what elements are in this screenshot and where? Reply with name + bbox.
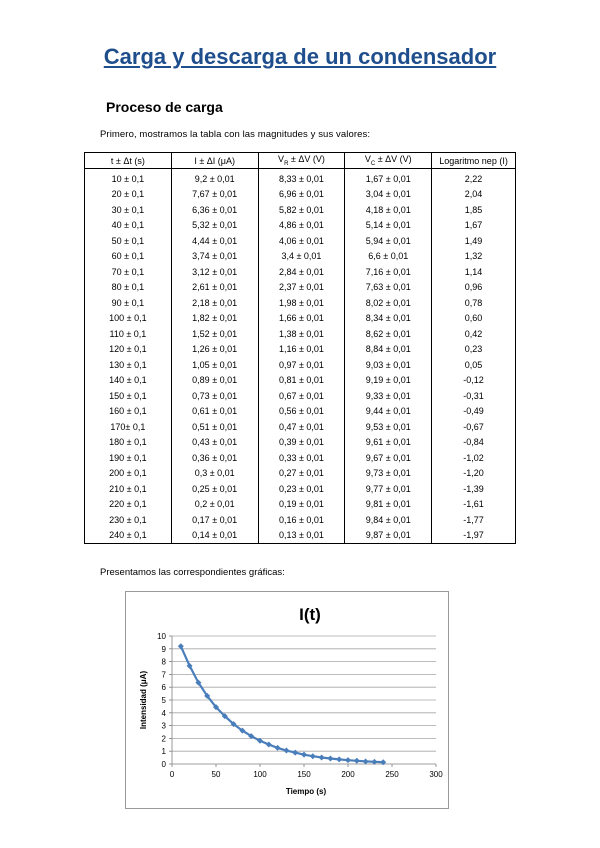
intro-text: Primero, mostramos la tabla con las magnitudes y sus valores: bbox=[100, 129, 371, 140]
cell-vr: 0,16 ± 0,01 bbox=[258, 512, 345, 528]
header-current: I ± ΔI (μA) bbox=[171, 153, 258, 169]
cell-vc: 7,63 ± 0,01 bbox=[345, 280, 432, 296]
data-point bbox=[345, 757, 351, 763]
cell-log: 2,22 bbox=[432, 169, 516, 187]
cell-current: 2,61 ± 0,01 bbox=[171, 280, 258, 296]
header-log: Logaritmo nep (I) bbox=[432, 153, 516, 169]
cell-log: -1,39 bbox=[432, 481, 516, 497]
cell-vr: 1,66 ± 0,01 bbox=[258, 311, 345, 327]
table-row bbox=[85, 280, 516, 296]
table-row bbox=[85, 264, 516, 280]
cell-vc: 6,6 ± 0,01 bbox=[345, 249, 432, 265]
cell-vc: 9,81 ± 0,01 bbox=[345, 497, 432, 513]
cell-time: 30 ± 0,1 bbox=[85, 202, 172, 218]
cell-time: 50 ± 0,1 bbox=[85, 233, 172, 249]
x-tick-label: 200 bbox=[341, 770, 355, 779]
data-point bbox=[319, 754, 325, 760]
cell-vr: 1,38 ± 0,01 bbox=[258, 326, 345, 342]
cell-log: -1,61 bbox=[432, 497, 516, 513]
data-point bbox=[292, 750, 298, 756]
cell-log: -0,31 bbox=[432, 388, 516, 404]
x-tick-label: 100 bbox=[253, 770, 267, 779]
cell-current: 0,17 ± 0,01 bbox=[171, 512, 258, 528]
cell-vr: 0,97 ± 0,01 bbox=[258, 357, 345, 373]
cell-time: 40 ± 0,1 bbox=[85, 218, 172, 234]
cell-time: 10 ± 0,1 bbox=[85, 169, 172, 187]
cell-log: -0,49 bbox=[432, 404, 516, 420]
cell-time: 100 ± 0,1 bbox=[85, 311, 172, 327]
cell-time: 70 ± 0,1 bbox=[85, 264, 172, 280]
cell-current: 0,2 ± 0,01 bbox=[171, 497, 258, 513]
cell-vr: 0,23 ± 0,01 bbox=[258, 481, 345, 497]
cell-vc: 5,94 ± 0,01 bbox=[345, 233, 432, 249]
header-time: t ± Δt (s) bbox=[85, 153, 172, 169]
chart-title: I(t) bbox=[299, 605, 321, 624]
table-row bbox=[85, 169, 516, 187]
cell-current: 0,25 ± 0,01 bbox=[171, 481, 258, 497]
cell-current: 4,44 ± 0,01 bbox=[171, 233, 258, 249]
cell-vc: 9,53 ± 0,01 bbox=[345, 419, 432, 435]
cell-vr: 6,96 ± 0,01 bbox=[258, 187, 345, 203]
cell-time: 80 ± 0,1 bbox=[85, 280, 172, 296]
cell-current: 3,74 ± 0,01 bbox=[171, 249, 258, 265]
cell-vr: 4,86 ± 0,01 bbox=[258, 218, 345, 234]
cell-time: 150 ± 0,1 bbox=[85, 388, 172, 404]
cell-vc: 9,03 ± 0,01 bbox=[345, 357, 432, 373]
y-tick-label: 7 bbox=[161, 670, 166, 680]
cell-vr: 1,16 ± 0,01 bbox=[258, 342, 345, 358]
header-vc: $V_C \pm \Delta V$ (V) bbox=[345, 153, 432, 169]
data-point bbox=[327, 755, 333, 761]
table-row bbox=[85, 388, 516, 404]
cell-time: 170± 0,1 bbox=[85, 419, 172, 435]
y-tick-label: 9 bbox=[161, 644, 166, 654]
cell-vc: 9,33 ± 0,01 bbox=[345, 388, 432, 404]
cell-vr: 0,67 ± 0,01 bbox=[258, 388, 345, 404]
cell-current: 0,36 ± 0,01 bbox=[171, 450, 258, 466]
y-tick-label: 6 bbox=[161, 683, 166, 693]
cell-time: 20 ± 0,1 bbox=[85, 187, 172, 203]
table-row bbox=[85, 404, 516, 420]
x-tick-label: 300 bbox=[429, 770, 443, 779]
data-point bbox=[336, 756, 342, 762]
cell-log: -1,77 bbox=[432, 512, 516, 528]
series-line bbox=[181, 646, 383, 762]
cell-log: 1,85 bbox=[432, 202, 516, 218]
header-vr: $V_R \pm \Delta V$ (V) bbox=[258, 153, 345, 169]
y-tick-label: 1 bbox=[161, 747, 166, 757]
table-row bbox=[85, 342, 516, 358]
data-point bbox=[275, 745, 281, 751]
y-axis-label: Intensidad (μA) bbox=[139, 670, 148, 730]
graphs-intro-text: Presentamos las correspondientes gráficas: bbox=[100, 567, 285, 578]
cell-time: 210 ± 0,1 bbox=[85, 481, 172, 497]
table-row bbox=[85, 249, 516, 265]
cell-vc: 9,61 ± 0,01 bbox=[345, 435, 432, 451]
cell-log: 0,42 bbox=[432, 326, 516, 342]
cell-vc: 9,77 ± 0,01 bbox=[345, 481, 432, 497]
cell-vr: 2,84 ± 0,01 bbox=[258, 264, 345, 280]
data-point bbox=[354, 758, 360, 764]
table-row bbox=[85, 218, 516, 234]
cell-vr: 0,27 ± 0,01 bbox=[258, 466, 345, 482]
cell-log: -1,97 bbox=[432, 528, 516, 544]
cell-vc: 1,67 ± 0,01 bbox=[345, 169, 432, 187]
cell-log: 1,14 bbox=[432, 264, 516, 280]
cell-current: 0,61 ± 0,01 bbox=[171, 404, 258, 420]
cell-time: 140 ± 0,1 bbox=[85, 373, 172, 389]
y-tick-label: 3 bbox=[161, 721, 166, 731]
cell-vr: 0,13 ± 0,01 bbox=[258, 528, 345, 544]
cell-current: 3,12 ± 0,01 bbox=[171, 264, 258, 280]
y-tick-label: 8 bbox=[161, 657, 166, 667]
table-row bbox=[85, 187, 516, 203]
cell-vc: 5,14 ± 0,01 bbox=[345, 218, 432, 234]
cell-log: -0,84 bbox=[432, 435, 516, 451]
cell-log: 1,49 bbox=[432, 233, 516, 249]
y-tick-label: 5 bbox=[161, 696, 166, 705]
y-tick-label: 10 bbox=[157, 632, 166, 641]
table-row bbox=[85, 326, 516, 342]
chart-container bbox=[125, 591, 449, 809]
cell-current: 1,26 ± 0,01 bbox=[171, 342, 258, 358]
cell-current: 2,18 ± 0,01 bbox=[171, 295, 258, 311]
section-heading: Proceso de carga bbox=[106, 99, 223, 115]
table-row bbox=[85, 373, 516, 389]
data-point bbox=[301, 752, 307, 758]
cell-vc: 7,16 ± 0,01 bbox=[345, 264, 432, 280]
table-header-row bbox=[85, 153, 516, 169]
cell-current: 1,82 ± 0,01 bbox=[171, 311, 258, 327]
cell-current: 5,32 ± 0,01 bbox=[171, 218, 258, 234]
cell-current: 0,89 ± 0,01 bbox=[171, 373, 258, 389]
cell-vc: 8,62 ± 0,01 bbox=[345, 326, 432, 342]
page-title: Carga y descarga de un condensador bbox=[103, 44, 497, 69]
data-point bbox=[363, 758, 369, 764]
cell-log: -1,02 bbox=[432, 450, 516, 466]
cell-time: 110 ± 0,1 bbox=[85, 326, 172, 342]
cell-vc: 8,02 ± 0,01 bbox=[345, 295, 432, 311]
cell-time: 60 ± 0,1 bbox=[85, 249, 172, 265]
cell-vc: 9,67 ± 0,01 bbox=[345, 450, 432, 466]
cell-time: 230 ± 0,1 bbox=[85, 512, 172, 528]
cell-vr: 8,33 ± 0,01 bbox=[258, 169, 345, 187]
table-row bbox=[85, 295, 516, 311]
cell-current: 9,2 ± 0,01 bbox=[171, 169, 258, 187]
cell-current: 0,3 ± 0,01 bbox=[171, 466, 258, 482]
cell-vc: 8,34 ± 0,01 bbox=[345, 311, 432, 327]
x-tick-label: 250 bbox=[385, 770, 399, 779]
cell-current: 6,36 ± 0,01 bbox=[171, 202, 258, 218]
cell-vr: 2,37 ± 0,01 bbox=[258, 280, 345, 296]
cell-log: 1,67 bbox=[432, 218, 516, 234]
cell-log: -0,67 bbox=[432, 419, 516, 435]
cell-log: 0,05 bbox=[432, 357, 516, 373]
cell-vr: 0,47 ± 0,01 bbox=[258, 419, 345, 435]
data-point bbox=[283, 748, 289, 754]
cell-time: 130 ± 0,1 bbox=[85, 357, 172, 373]
cell-time: 200 ± 0,1 bbox=[85, 466, 172, 482]
y-tick-label: 4 bbox=[161, 708, 166, 718]
table-row bbox=[85, 481, 516, 497]
x-tick-label: 0 bbox=[169, 770, 175, 779]
cell-time: 190 ± 0,1 bbox=[85, 450, 172, 466]
table-row bbox=[85, 450, 516, 466]
cell-vr: 0,39 ± 0,01 bbox=[258, 435, 345, 451]
cell-current: 0,43 ± 0,01 bbox=[171, 435, 258, 451]
cell-time: 220 ± 0,1 bbox=[85, 497, 172, 513]
cell-vc: 4,18 ± 0,01 bbox=[345, 202, 432, 218]
y-tick-label: 0 bbox=[161, 760, 166, 769]
table-row bbox=[85, 202, 516, 218]
table-row bbox=[85, 435, 516, 451]
cell-vr: 3,4 ± 0,01 bbox=[258, 249, 345, 265]
cell-log: 0,96 bbox=[432, 280, 516, 296]
cell-vr: 0,56 ± 0,01 bbox=[258, 404, 345, 420]
table-row bbox=[85, 357, 516, 373]
cell-log: 1,32 bbox=[432, 249, 516, 265]
cell-time: 240 ± 0,1 bbox=[85, 528, 172, 544]
cell-time: 180 ± 0,1 bbox=[85, 435, 172, 451]
data-table bbox=[84, 152, 516, 544]
table-row bbox=[85, 419, 516, 435]
table-row bbox=[85, 466, 516, 482]
cell-current: 1,05 ± 0,01 bbox=[171, 357, 258, 373]
cell-current: 0,73 ± 0,01 bbox=[171, 388, 258, 404]
cell-log: 0,23 bbox=[432, 342, 516, 358]
table-row bbox=[85, 512, 516, 528]
cell-vc: 9,87 ± 0,01 bbox=[345, 528, 432, 544]
cell-vc: 9,84 ± 0,01 bbox=[345, 512, 432, 528]
data-point bbox=[310, 753, 316, 759]
cell-vr: 1,98 ± 0,01 bbox=[258, 295, 345, 311]
cell-time: 90 ± 0,1 bbox=[85, 295, 172, 311]
cell-vr: 0,33 ± 0,01 bbox=[258, 450, 345, 466]
cell-vc: 9,19 ± 0,01 bbox=[345, 373, 432, 389]
cell-vc: 8,84 ± 0,01 bbox=[345, 342, 432, 358]
cell-current: 0,51 ± 0,01 bbox=[171, 419, 258, 435]
cell-vr: 0,19 ± 0,01 bbox=[258, 497, 345, 513]
cell-log: 0,60 bbox=[432, 311, 516, 327]
table-row bbox=[85, 311, 516, 327]
cell-current: 0,14 ± 0,01 bbox=[171, 528, 258, 544]
x-tick-label: 150 bbox=[297, 770, 311, 779]
cell-vc: 3,04 ± 0,01 bbox=[345, 187, 432, 203]
cell-log: 0,78 bbox=[432, 295, 516, 311]
cell-current: 1,52 ± 0,01 bbox=[171, 326, 258, 342]
table-row bbox=[85, 528, 516, 544]
table-row bbox=[85, 233, 516, 249]
table-row bbox=[85, 497, 516, 513]
cell-log: 2,04 bbox=[432, 187, 516, 203]
x-tick-label: 50 bbox=[211, 770, 221, 779]
cell-log: -1,20 bbox=[432, 466, 516, 482]
cell-vr: 0,81 ± 0,01 bbox=[258, 373, 345, 389]
cell-current: 7,67 ± 0,01 bbox=[171, 187, 258, 203]
cell-time: 120 ± 0,1 bbox=[85, 342, 172, 358]
y-tick-label: 2 bbox=[161, 734, 166, 744]
cell-vr: 5,82 ± 0,01 bbox=[258, 202, 345, 218]
x-axis-label: Tiempo (s) bbox=[285, 787, 327, 796]
cell-log: -0,12 bbox=[432, 373, 516, 389]
current-vs-time-chart bbox=[126, 592, 448, 808]
cell-vc: 9,44 ± 0,01 bbox=[345, 404, 432, 420]
cell-vc: 9,73 ± 0,01 bbox=[345, 466, 432, 482]
cell-vr: 4,06 ± 0,01 bbox=[258, 233, 345, 249]
cell-time: 160 ± 0,1 bbox=[85, 404, 172, 420]
